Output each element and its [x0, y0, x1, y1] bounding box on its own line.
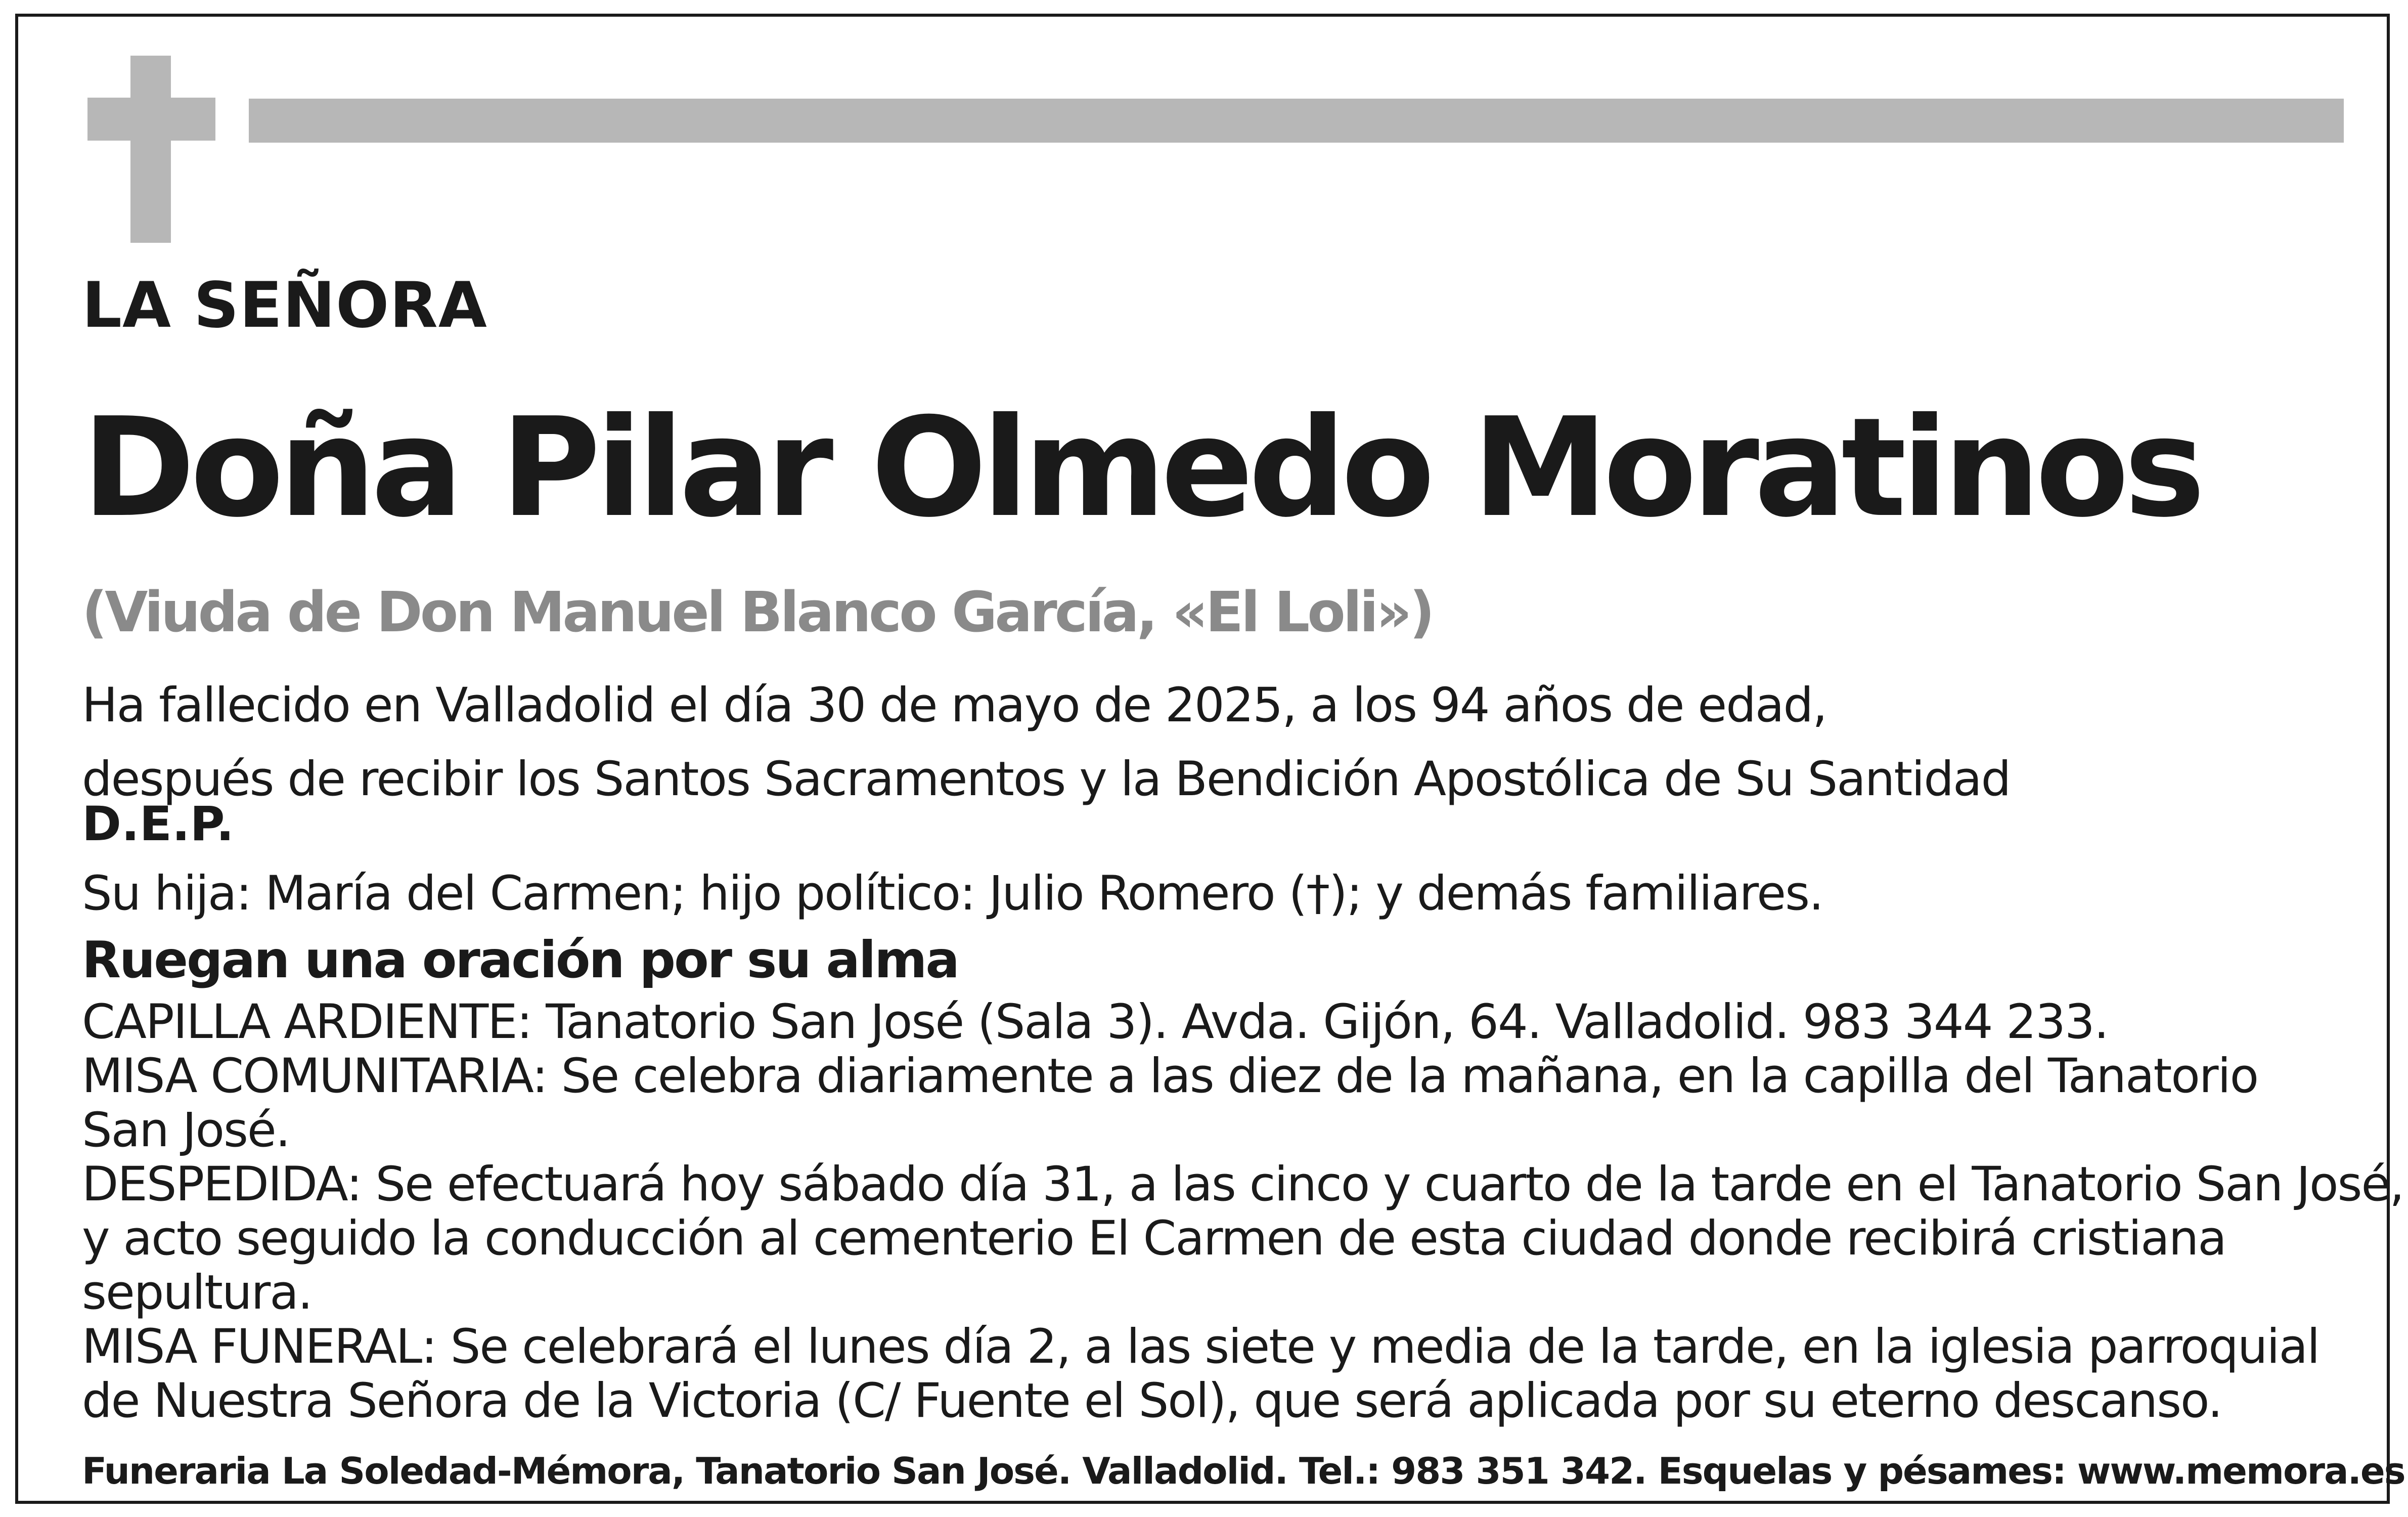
service-details [82, 995, 2403, 1428]
family-line: Su hija: María del Carmen; hijo político: Julio Romero (†); y demás familiares. [82, 866, 1823, 921]
detail-line: sepultura. [82, 1265, 312, 1320]
detail-line: San José. [82, 1103, 290, 1158]
death-notice [82, 669, 2010, 816]
death-line: después de recibir los Santos Sacramentos y la Bendición Apostólica de Su Santidad [82, 752, 2011, 807]
cross-icon-horizontal [87, 98, 215, 141]
funeral-home-footer: Funeraria La Soledad-Mémora, Tanatorio San José. Valladolid. Tel.: 983 351 342. Esquelas y pésames: www.memora.es [82, 1450, 2405, 1492]
detail-line: de Nuestra Señora de la Victoria (C/ Fuente el Sol), que será aplicada por su eterno descanso. [82, 1373, 2222, 1428]
cross-icon-vertical [130, 56, 171, 243]
prayer-request: Ruegan una oración por su alma [82, 930, 958, 989]
header-bar [249, 99, 2344, 143]
widow-note: (Viuda de Don Manuel Blanco García, «El Loli») [82, 580, 1433, 644]
detail-line: MISA COMUNITARIA: Se celebra diariamente a las diez de la mañana, en la capilla del Tanatorio [82, 1049, 2258, 1104]
honorific: LA SEÑORA [82, 269, 487, 342]
detail-line: DESPEDIDA: Se efectuará hoy sábado día 31, a las cinco y cuarto de la tarde en el Tanatorio San José, [82, 1157, 2404, 1212]
detail-line: y acto seguido la conducción al cementerio El Carmen de esta ciudad donde recibirá cristiana [82, 1211, 2226, 1266]
detail-line: MISA FUNERAL: Se celebrará el lunes día 2, a las siete y media de la tarde, en la iglesia parroquial [82, 1319, 2320, 1374]
deceased-name: Doña Pilar Olmedo Moratinos [82, 388, 2201, 547]
detail-line: CAPILLA ARDIENTE: Tanatorio San José (Sala 3). Avda. Gijón, 64. Valladolid. 983 344 233. [82, 994, 2108, 1050]
dep-text: D.E.P. [82, 797, 235, 852]
death-line: Ha fallecido en Valladolid el día 30 de mayo de 2025, a los 94 años de edad, [82, 678, 1827, 733]
